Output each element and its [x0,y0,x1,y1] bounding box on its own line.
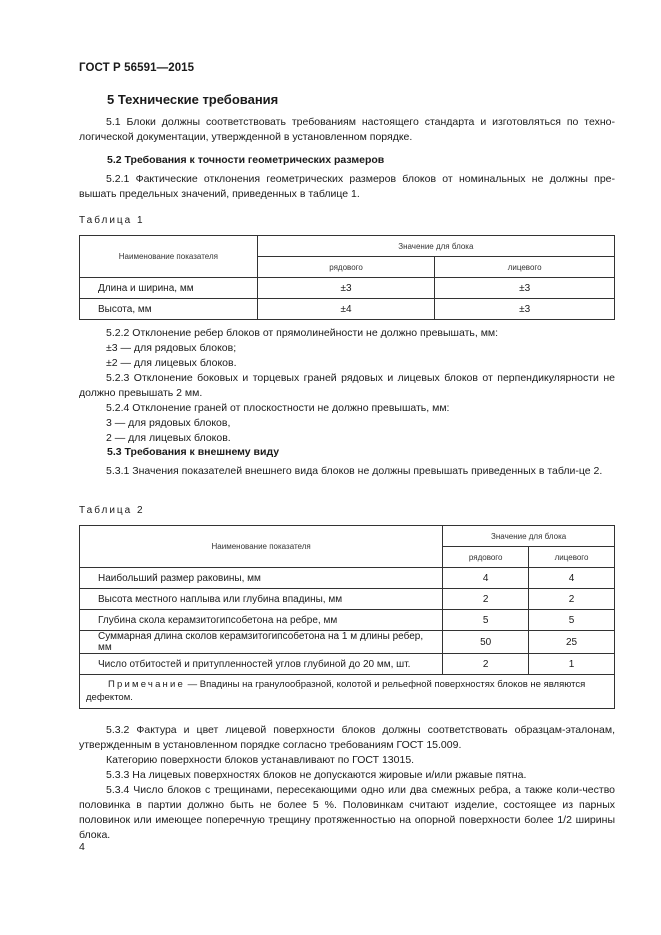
table-row [80,631,615,654]
table-row [80,589,615,610]
tolerances-block [79,326,615,446]
table-row [80,568,615,589]
table-row [80,299,615,320]
table-1-header-name: Наименование показателя [80,236,258,278]
table-2 [79,525,615,709]
table-row [80,278,615,299]
table-1-row-1-ordinary: ±3 [257,278,435,299]
table-1-row-1-facing: ±3 [435,278,615,299]
table-1 [79,235,615,320]
table-2-header-value: Значение для блока [443,526,615,547]
table-2-row-3-name: Глубина скола керамзитогипсобетона на ребре, мм [80,610,443,631]
section-5-3-title: 5.3 Требования к внешнему виду [107,446,280,458]
table-2-row-1-facing: 4 [529,568,615,589]
paragraph-5-2-3: 5.2.3 Отклонение боковых и торцевых граней рядовых и лицевых блоков от перпендикулярности не должно превышать 2 мм. [79,372,615,399]
table-2-note [80,675,615,709]
table-row [80,654,615,675]
note-text: — Впадины на гранулообразной, колотой и рельефной поверхностях блоков не являются дефектом. [86,679,586,703]
table-2-row-3-ordinary: 5 [443,610,529,631]
table-2-header-facing: лицевого [529,547,615,568]
paragraph-5-1: 5.1 Блоки должны соответствовать требованиям настоящего стандарта и изготовляться по техно-логической документации, утвержденной в установленном порядке. [79,116,615,143]
paragraph-5-2-4: 5.2.4 Отклонение граней от плоскостности не должно превышать, мм: [106,402,450,414]
paragraph-5-3-2: 5.3.2 Фактура и цвет лицевой поверхности блоков должны соответствовать образцам-эталонам, утвержденным в установленном порядке согласно требованиям ГОСТ 15.009. [79,724,615,751]
paragraph-5-3-3: 5.3.3 На лицевых поверхностях блоков не допускаются жировые и/или ржавые пятна. [106,769,527,781]
list-item: 2 — для лицевых блоков. [106,432,231,444]
table-row [80,610,615,631]
table-1-row-1-name: Длина и ширина, мм [80,278,258,299]
table-1-row-2-ordinary: ±4 [257,299,435,320]
table-1-row-2-facing: ±3 [435,299,615,320]
table-2-header-name: Наименование показателя [80,526,443,568]
table-2-row-1-name: Наибольший размер раковины, мм [80,568,443,589]
paragraph-category: Категорию поверхности блоков устанавливают по ГОСТ 13015. [106,754,415,766]
surface-requirements-block [79,723,615,843]
table-2-caption: Таблица 2 [79,505,145,516]
note-label: Примечание [108,679,185,690]
table-1-header-ordinary: рядового [257,257,435,278]
table-2-row-2-facing: 2 [529,589,615,610]
table-2-row-2-ordinary: 2 [443,589,529,610]
table-2-row-4-name: Суммарная длина сколов керамзитогипсобетона на 1 м длины ребер, мм [80,631,443,654]
page-number: 4 [79,841,85,853]
table-2-row-5-ordinary: 2 [443,654,529,675]
table-1-caption: Таблица 1 [79,215,145,226]
list-item: 3 — для рядовых блоков, [106,417,231,429]
paragraph-5-3-1: 5.3.1 Значения показателей внешнего вида блоков не должны превышать приведенных в табли-це 2. [106,465,603,477]
section-5-2-title: 5.2 Требования к точности геометрических размеров [107,154,385,166]
table-1-row-2-name: Высота, мм [80,299,258,320]
table-2-row-4-ordinary: 50 [443,631,529,654]
table-2-header-ordinary: рядового [443,547,529,568]
standard-header: ГОСТ Р 56591—2015 [79,62,195,74]
table-2-row-5-name: Число отбитостей и притупленностей углов глубиной до 20 мм, шт. [80,654,443,675]
table-1-header-facing: лицевого [435,257,615,278]
table-2-row-3-facing: 5 [529,610,615,631]
paragraph-5-3-4: 5.3.4 Число блоков с трещинами, пересекающими одно или два смежных ребра, а также коли-чество половинка в партии должно быть не более 5 %. Половинкам считают изделие, состоящее из парных половинок или имеющее поперечную трещину протяженностью на опорной поверхности более 1/2 ширины блока. [79,784,615,841]
list-item: ±3 — для рядовых блоков; [106,342,237,354]
table-1-header-value: Значение для блока [257,236,614,257]
section-5-title: 5 Технические требования [107,92,279,107]
table-2-row-4-facing: 25 [529,631,615,654]
table-2-row-5-facing: 1 [529,654,615,675]
table-2-row-1-ordinary: 4 [443,568,529,589]
list-item: ±2 — для лицевых блоков. [106,357,237,369]
paragraph-5-2-2: 5.2.2 Отклонение ребер блоков от прямолинейности не должно превышать, мм: [106,327,499,339]
table-2-row-2-name: Высота местного наплыва или глубина впадины, мм [80,589,443,610]
paragraph-5-2-1: 5.2.1 Фактические отклонения геометрических размеров блоков от номинальных не должны пре-вышать предельных значений, приведенных в таблице 1. [79,173,615,200]
